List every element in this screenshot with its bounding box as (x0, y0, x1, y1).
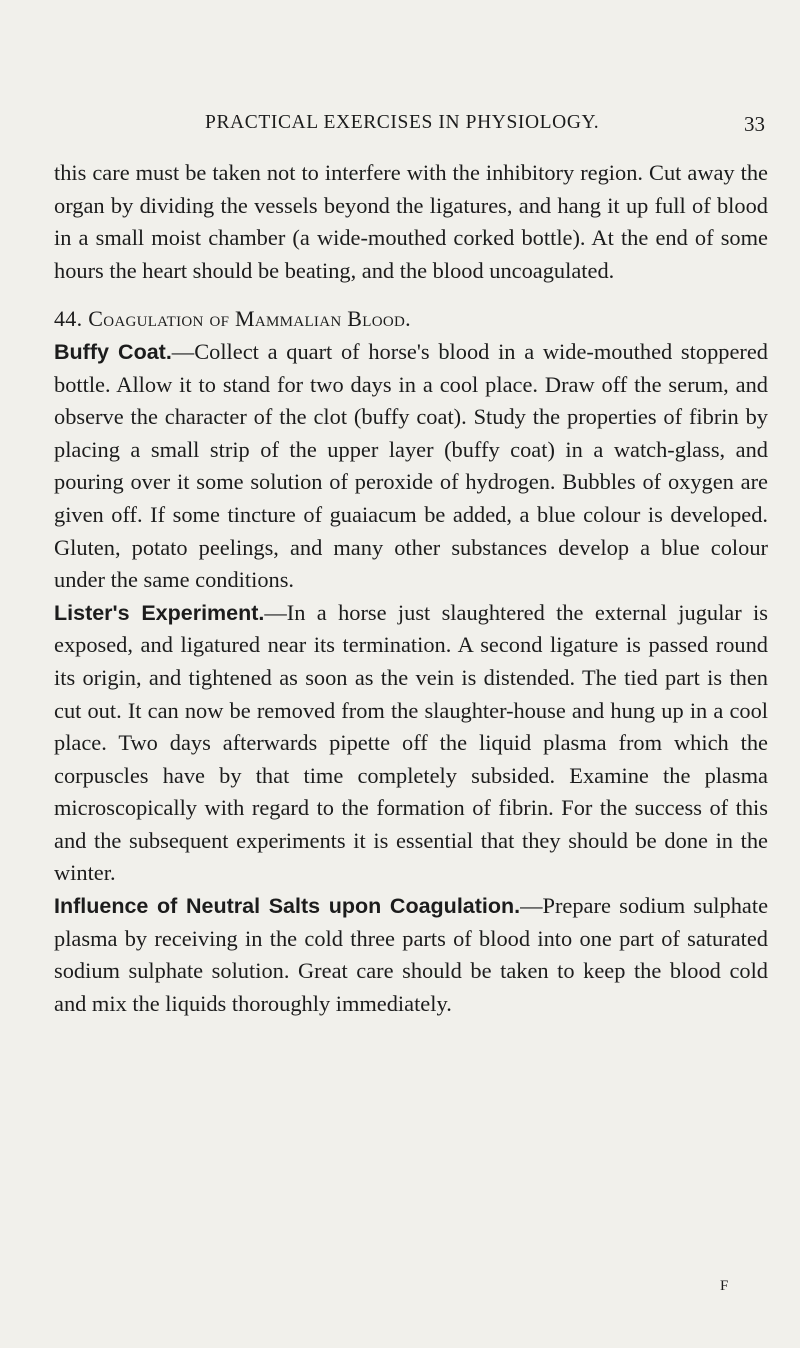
section-number: 44. (54, 306, 83, 332)
body-text (54, 157, 768, 1020)
listers-experiment-heading: Lister's Experiment. (54, 600, 265, 625)
neutral-salts-text: —Prepare sodium sulphate plasma by receiving in the cold three parts of blood into one part of saturated sodium sulphate solution. Great care should be taken to keep the blood cold and mix the liquids thoroughly immediately. (54, 893, 769, 1016)
buffy-coat-heading: Buffy Coat. (54, 339, 172, 364)
listers-experiment-paragraph (54, 597, 768, 890)
section-title: Coagulation of Mammalian Blood. (88, 306, 411, 332)
signature-mark: F (720, 1278, 729, 1294)
buffy-coat-paragraph (54, 336, 768, 597)
page-number: 33 (744, 112, 765, 136)
page-header (205, 112, 765, 142)
neutral-salts-paragraph (54, 890, 768, 1020)
section-heading (54, 303, 768, 336)
neutral-salts-heading: Influence of Neutral Salts upon Coagulation. (54, 894, 521, 919)
buffy-coat-text: —Collect a quart of horse's blood in a wide-mouthed stoppered bottle. Allow it to stand for two days in a cool place. Draw off the serum, and observe the character of the clot (buffy coat). Study the properties of fibrin by placing a small strip of the upper layer (buffy coat) in a watch-glass, and pouring over it some solution of peroxide of hydrogen. Bubbles of oxygen are given off. If some tincture of guaiacum be added, a blue colour is developed. Gluten, potato peelings, and many other substances develop a blue colour under the same conditions. (54, 338, 768, 593)
continuation-paragraph: this care must be taken not to interfere with the inhibitory region. Cut away the organ by dividing the vessels beyond the ligatures, and hang it up full of blood in a small moist chamber (a wide-mouthed corked bottle). At the end of some hours the heart should be beating, and the blood uncoagulated. (54, 160, 768, 283)
running-head: PRACTICAL EXERCISES IN PHYSIOLOGY. (205, 112, 600, 133)
listers-experiment-text: —In a horse just slaughtered the external jugular is exposed, and ligatured near its termination. A second ligature is passed round its origin, and tightened as soon as the vein is distended. The tied part is then cut out. It can now be removed from the slaughter-house and hung up in a cool place. Two days afterwards pipette off the liquid plasma from which the corpuscles have by that time completely subsided. Examine the plasma microscopically with regard to the formation of fibrin. For the success of this and the subsequent experiments it is essential that they should be done in the winter. (54, 599, 768, 886)
